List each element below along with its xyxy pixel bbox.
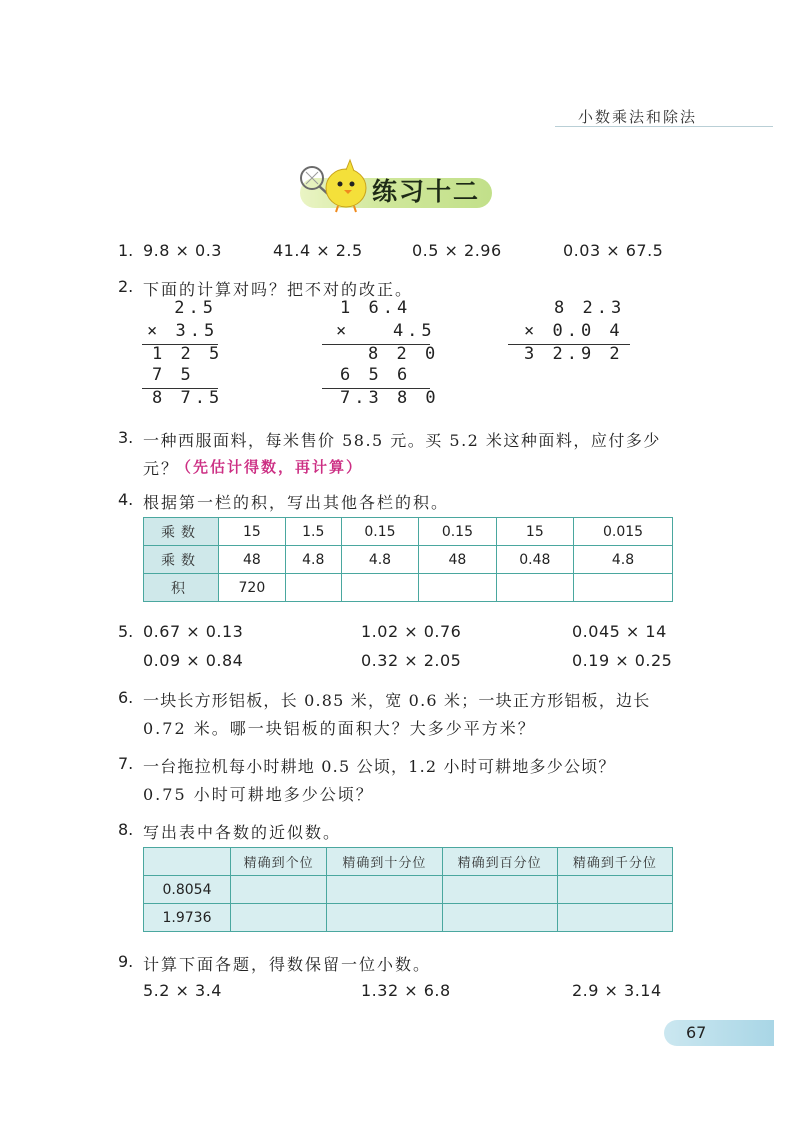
approximation-table-row [144, 904, 673, 932]
question-5-number: 5. [118, 622, 134, 641]
question-2-number: 2. [118, 277, 134, 296]
row-label: 积 [144, 574, 219, 602]
row-label: 0.8054 [144, 876, 231, 904]
answer-cell [496, 574, 573, 602]
answer-cell [442, 876, 557, 904]
header-rule [555, 126, 773, 127]
q5-item-3: 0.045 × 14 [572, 622, 667, 641]
calc-3-line-3: 3 2.9 2 [524, 344, 624, 364]
calc-2-line-3: 8 2 0 [368, 344, 440, 364]
header-cell: 精确到千分位 [557, 848, 672, 876]
table-cell: 48 [419, 546, 496, 574]
table-cell: 4.8 [285, 546, 341, 574]
q1-item-4: 0.03 × 67.5 [563, 241, 664, 260]
product-table-row [144, 546, 673, 574]
q9-item-1: 5.2 × 3.4 [143, 981, 222, 1000]
header-cell: 精确到十分位 [327, 848, 442, 876]
calc-1-line-3: 1 2 5 [152, 344, 224, 364]
question-3-line-1: 一种西服面料，每米售价 58.5 元。买 5.2 米这种面料，应付多少 [143, 431, 661, 450]
question-6-number: 6. [118, 688, 134, 707]
q5-item-5: 0.32 × 2.05 [361, 651, 462, 670]
answer-cell [557, 904, 672, 932]
chick-mascot-icon [294, 150, 380, 216]
question-3-hint: （先估计得数，再计算） [176, 458, 364, 476]
question-2-text: 下面的计算对吗？把不对的改正。 [143, 280, 414, 299]
q1-item-2: 41.4 × 2.5 [273, 241, 363, 260]
q5-item-6: 0.19 × 0.25 [572, 651, 673, 670]
product-table-row [144, 574, 673, 602]
q5-item-2: 1.02 × 0.76 [361, 622, 462, 641]
page-number-tab [664, 1020, 774, 1046]
chapter-running-head: 小数乘法和除法 [578, 108, 698, 126]
row-label: 1.9736 [144, 904, 231, 932]
calc-2-line-1: 1 6.4 [340, 298, 412, 318]
table-cell: 4.8 [574, 546, 673, 574]
question-1-number: 1. [118, 241, 134, 260]
answer-cell [231, 876, 327, 904]
calc-2-line-5: 7.3 8 0 [340, 388, 440, 408]
question-4-text: 根据第一栏的积，写出其他各栏的积。 [143, 493, 450, 512]
answer-cell [419, 574, 496, 602]
answer-cell [574, 574, 673, 602]
answer-cell [285, 574, 341, 602]
product-table-row [144, 518, 673, 546]
q1-item-3: 0.5 × 2.96 [412, 241, 502, 260]
table-cell: 720 [219, 574, 286, 602]
approximation-table [143, 847, 673, 932]
question-7-line-2: 0.75 小时可耕地多少公顷？ [143, 785, 374, 804]
header-cell: 精确到个位 [231, 848, 327, 876]
calc-3-line-2: × 0.0 4 [524, 321, 624, 341]
header-cell: 精确到百分位 [442, 848, 557, 876]
question-4-number: 4. [118, 490, 134, 509]
table-cell: 0.015 [574, 518, 673, 546]
table-cell: 1.5 [285, 518, 341, 546]
answer-cell [557, 876, 672, 904]
q1-item-1: 9.8 × 0.3 [143, 241, 222, 260]
row-label: 乘数 [144, 518, 219, 546]
question-6-line-1: 一块长方形铝板，长 0.85 米，宽 0.6 米；一块正方形铝板，边长 [143, 691, 651, 710]
question-8-number: 8. [118, 820, 134, 839]
answer-cell [442, 904, 557, 932]
question-7-line-1: 一台拖拉机每小时耕地 0.5 公顷，1.2 小时可耕地多少公顷？ [143, 757, 616, 776]
answer-cell [341, 574, 418, 602]
q9-item-2: 1.32 × 6.8 [361, 981, 451, 1000]
question-8-text: 写出表中各数的近似数。 [143, 823, 342, 842]
calc-1-line-1: 2.5 [160, 298, 217, 318]
calc-1-line-2: × 3.5 [147, 321, 219, 341]
product-table [143, 517, 673, 602]
answer-cell [327, 876, 442, 904]
question-7-number: 7. [118, 754, 134, 773]
calc-1-line-5: 8 7.5 [152, 388, 224, 408]
answer-cell [327, 904, 442, 932]
approximation-table-row [144, 876, 673, 904]
row-label: 乘数 [144, 546, 219, 574]
question-6-line-2: 0.72 米。哪一块铝板的面积大？大多少平方米？ [143, 719, 536, 738]
header-cell [144, 848, 231, 876]
approximation-table-header [144, 848, 673, 876]
table-cell: 4.8 [341, 546, 418, 574]
page-number: 67 [686, 1023, 707, 1042]
question-9-number: 9. [118, 952, 134, 971]
calc-2-line-2: × 4.5 [336, 321, 436, 341]
q5-item-4: 0.09 × 0.84 [143, 651, 244, 670]
q5-item-1: 0.67 × 0.13 [143, 622, 244, 641]
q9-item-3: 2.9 × 3.14 [572, 981, 662, 1000]
table-cell: 0.15 [419, 518, 496, 546]
calc-1-line-4: 7 5 [152, 365, 195, 385]
answer-cell [231, 904, 327, 932]
table-cell: 15 [219, 518, 286, 546]
table-cell: 15 [496, 518, 573, 546]
calc-3-line-1: 8 2.3 [554, 298, 626, 318]
question-3-line-2: 元？ [143, 459, 180, 478]
table-cell: 48 [219, 546, 286, 574]
question-3-number: 3. [118, 428, 134, 447]
calc-2-line-4: 6 5 6 [340, 365, 412, 385]
exercise-title: 练习十二 [372, 177, 481, 206]
table-cell: 0.48 [496, 546, 573, 574]
table-cell: 0.15 [341, 518, 418, 546]
question-9-text: 计算下面各题，得数保留一位小数。 [143, 955, 432, 974]
